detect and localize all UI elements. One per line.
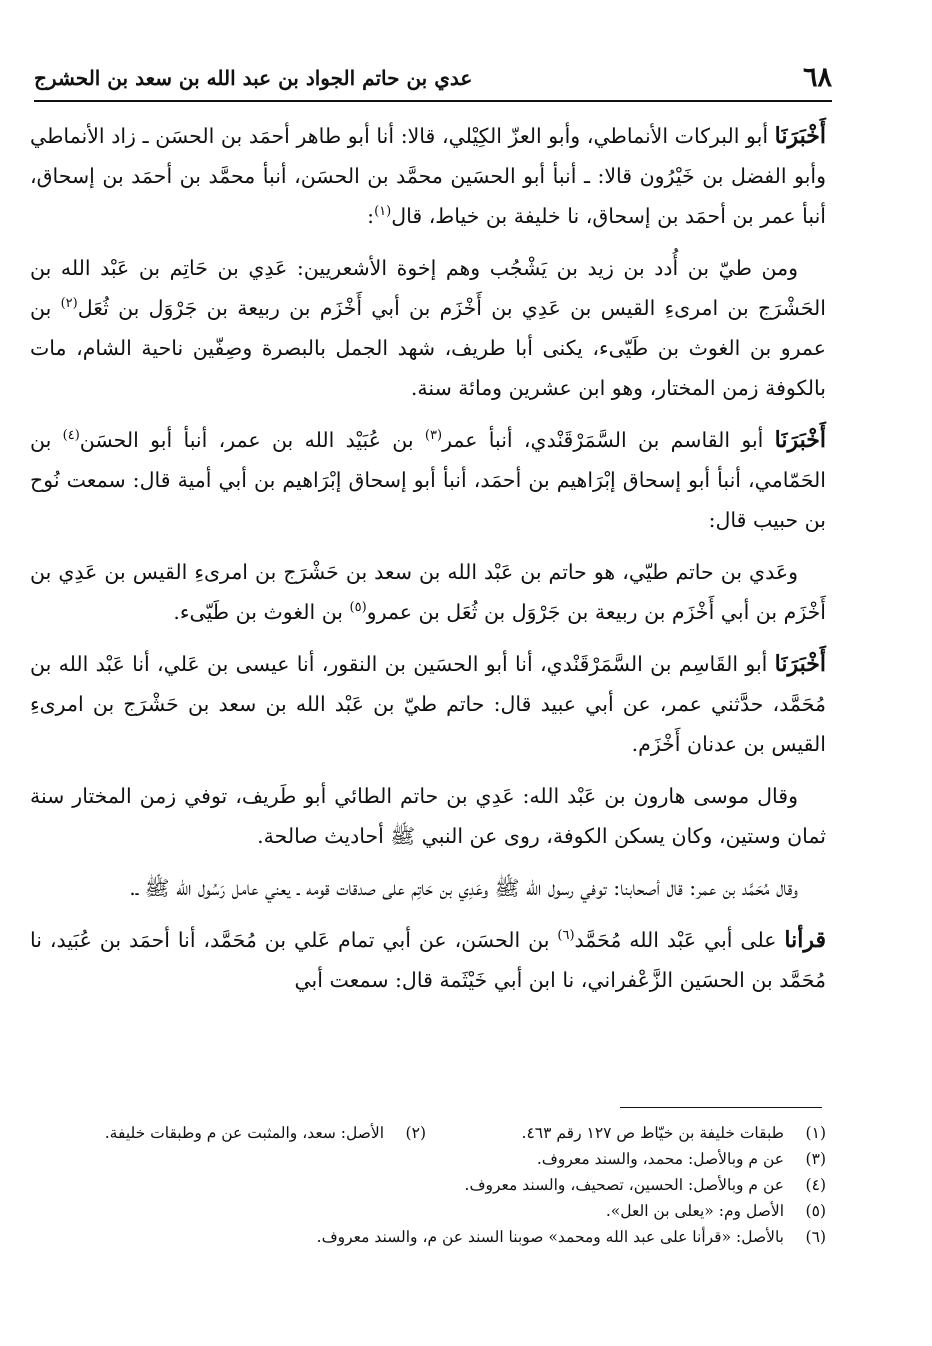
paragraph-lead: أَخْبَرَنَا [774,427,826,453]
footnote-text: الأصل وم: «يعلى بن العل». [605,1202,784,1220]
footnote-row [30,1172,826,1198]
paragraph-lead: أَخْبَرَنَا [774,651,826,677]
main-text [30,116,826,1012]
paragraph [30,776,826,856]
paragraph-text: وقال مُحَمَّد بن عمر: قال أصحابنا: توفي رسول الله ﷺ وعَدِي بن حَاتِم على صدقات قومه ـ يعني عامل رَسُول الله ﷺ ـ. [129,876,798,900]
footnote [317,1224,826,1250]
paragraph-text: ومن طيّ بن أُدد بن زيد بن يَشْجُب وهم إخوة الأشعريين: عَدِي بن حَاتِم بن عَبْد الله بن الحَشْرَج بن امرىءِ القيس بن عَدِي بن أَخْزَم بن أبي أَخْزَم بن ربيعة بن جَرْوَل بن ثُعَل [30,256,826,320]
paragraph-text-tail: : [367,204,375,228]
footnote-number: (٤) [805,1176,826,1194]
footnote-text: بالأصل: «قرأنا على عبد الله ومحمد» صوبنا السند عن م، والسند معروف. [316,1228,784,1246]
footnote [105,1120,426,1146]
footnote-text: طبقات خليفة بن خيّاط ص ١٢٧ رقم ٤٦٣. [521,1124,784,1142]
paragraph-text: على أبي عَبْد الله مُحَمَّد [574,928,785,952]
paragraph-text: وقال موسى هارون بن عَبْد الله: عَدِي بن حاتم الطائي أبو طَريف، توفي زمن المختار سنة ثمان وستين، وكان يسكن الكوفة، روى عن النبي ﷺ أحاديث صالحة. [30,784,826,848]
footnote-number: (٣) [805,1150,826,1168]
paragraph-text: أبو البركات الأنماطي، وأبو العزّ الكِيْلي، قالا: أنا أبو طاهر أحمَد بن الحسَن ـ زاد الأنماطي وأبو الفضل بن خَيْرُون قالا: ـ أنبأ أبو الحسَين محمَّد بن الحسَن، أنبأ محمَّد بن أحمَد بن إسحاق، أنبأ عمر بن أحمَد بن إسحاق، نا خليفة بن خياط، قال [30,124,826,228]
footnote-ref: (٦) [557,928,575,944]
footnote-ref: (٣) [424,428,443,444]
footnote-row [30,1198,826,1224]
paragraph-text-tail: بن الغوث بن طَيّىء. [173,600,350,624]
paragraph-lead: أَخْبَرَنَا [774,123,826,149]
footnote-text: عن م وبالأصل: الحسين، تصحيف، والسند معروف. [464,1176,784,1194]
paragraph [30,920,826,1000]
paragraph [30,248,826,408]
paragraph-text-tail: بن الحسَن، عن أبي تمام عَلي بن مُحَمَّد، أنا أحمَد بن عُبَيد، نا مُحَمَّد بن الحسَين الزَّعْفراني، نا ابن أبي خَيْثَمة قال: سمعت أبي [30,928,826,992]
running-head: عدي بن حاتم الجواد بن عبد الله بن سعد بن الحشرج [34,66,473,90]
footnotes [30,1120,826,1250]
page-number: ٦٨ [802,62,832,93]
footnote-number: (١) [805,1124,826,1142]
footnote [537,1146,826,1172]
page-header [34,58,832,102]
footnote-text: الأصل: سعد، والمثبت عن م وطبقات خليفة. [104,1124,384,1142]
footnote [465,1172,826,1198]
paragraph [30,552,826,632]
footnote [606,1198,826,1224]
paragraph-lead: قرأنا [784,927,826,953]
paragraph [30,868,826,908]
footnote-ref: (٢) [60,296,78,312]
paragraph-text: أبو القَاسِم بن السَّمَرْقَنْدي، أنا أبو الحسَين بن النقور، أنا عيسى بن عَلي، أنا عَبْد الله بن مُحَمَّد، حدَّثني عمر، عن أبي عبيد قال: حاتم طيّ بن عَبْد الله بن سعد بن حَشْرَج بن امرىءِ القيس بن عدنان أَخْزَم. [30,652,826,756]
paragraph-text-tail: بن عُبَيْد الله بن عمر، أنبأ أبو الحسَن [79,428,425,452]
footnote-ref: (٥) [349,600,367,616]
paragraph [30,644,826,764]
footnote-row [30,1120,826,1146]
footnote [426,1120,826,1146]
paragraph-text-tail: بن الحَمّامي، أنبأ أبو إسحاق إبْرَاهيم بن أحمَد، أنبأ أبو إسحاق إبْرَاهيم بن أبي أمية قال: سمعت نُوح بن حبيب قال: [30,428,826,532]
paragraph-text-tail: بن عمرو بن الغوث بن طَيّىء، يكنى أبا طريف، شهد الجمل بالبصرة وصِفّين ناحية الشام، مات بالكوفة زمن المختار، وهو ابن عشرين ومائة سنة. [30,296,826,400]
footnote-ref: (١) [374,204,392,220]
footnote-row [30,1224,826,1250]
footnote-number: (٢) [405,1124,426,1142]
footnote-row [30,1146,826,1172]
footnote-ref: (٤) [62,428,80,444]
paragraph [30,116,826,236]
footnote-text: عن م وبالأصل: محمد، والسند معروف. [536,1150,784,1168]
paragraph-text: أبو القاسم بن السَّمَرْقَنْدي، أنبأ عمر [442,428,775,452]
footnote-number: (٦) [805,1228,826,1246]
footnote-divider [620,1107,822,1108]
paragraph-text: وعَدي بن حاتم طيّي، هو حاتم بن عَبْد الله بن سعد بن حَشْرَج بن امرىءِ القيس بن عَدِي بن أَخْزَم بن أبي أَخْزَم بن ربيعة بن جَرْوَل بن ثُعَل بن عمرو [30,560,826,624]
paragraph [30,420,826,540]
footnote-number: (٥) [805,1202,826,1220]
